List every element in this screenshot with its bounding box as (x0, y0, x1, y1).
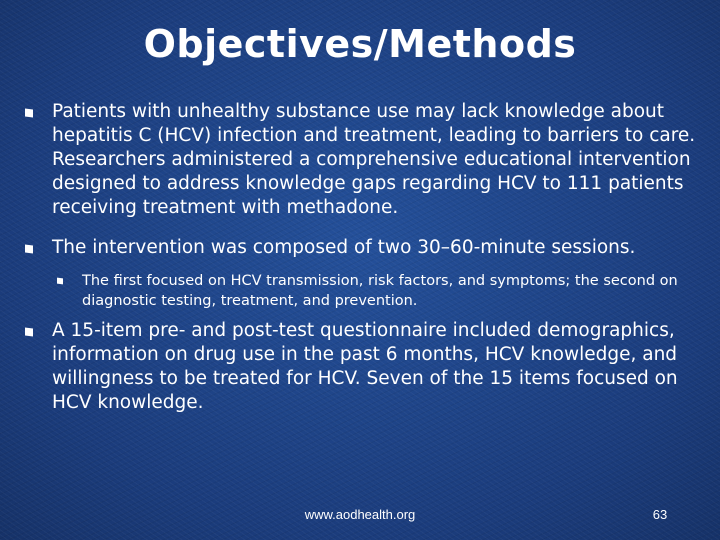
square-bullet-icon (57, 278, 63, 285)
slide-title: Objectives/Methods (143, 22, 577, 66)
footer-url: www.aodhealth.org (304, 507, 416, 522)
square-bullet-icon (25, 327, 33, 336)
sub-bullet-text: The first focused on HCV transmission, risk factors, and symptoms; the second on diagnostic testing, treatment, and prevention. (82, 273, 678, 309)
bullet-text: Patients with unhealthy substance use may lack knowledge about hepatitis C (HCV) infection and treatment, leading to barriers to care. Researchers administered a comprehensive educational intervention designed to address knowledge gaps regarding HCV to 111 patients receiving treatment with methadone. (52, 101, 696, 218)
square-bullet-icon (25, 244, 33, 253)
square-bullet-icon (25, 108, 33, 117)
page-number: 63 (652, 507, 668, 522)
bullet-text: The intervention was composed of two 30–60-minute sessions. (52, 237, 636, 258)
bullet-text: A 15-item pre- and post-test questionnaire included demographics, information on drug use in the past 6 months, HCV knowledge, and willingness to be treated for HCV. Seven of the 15 items focused on HCV knowledge. (52, 320, 678, 413)
